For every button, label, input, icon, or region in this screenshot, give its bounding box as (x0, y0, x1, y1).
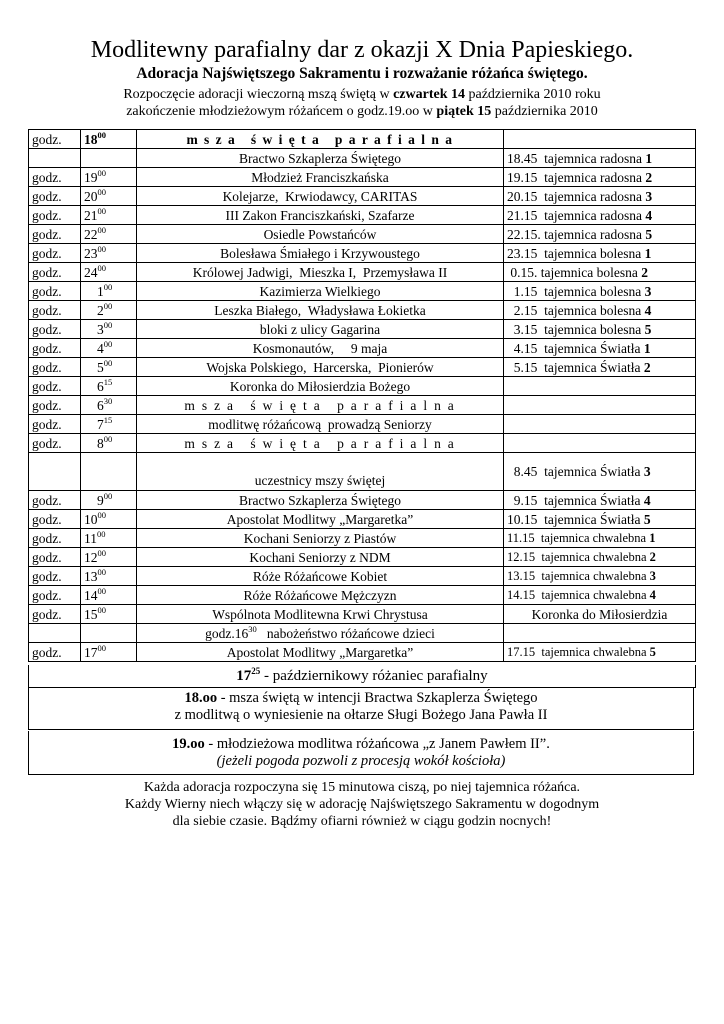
table-row (29, 434, 696, 453)
mystery-number: 2 (645, 169, 653, 185)
minute-value: 00 (97, 604, 106, 615)
godz-cell: godz. (29, 358, 81, 377)
hour-value: 6 (97, 397, 104, 413)
hour-cell (81, 130, 137, 149)
hour-value: 22 (84, 226, 98, 242)
godz-cell: godz. (29, 130, 81, 149)
minute-value: 00 (97, 566, 106, 577)
table-row (29, 377, 696, 396)
group-text: uczestnicy mszy świętej (254, 473, 386, 488)
mystery-text: 12.15 tajemnica chwalebna (507, 549, 650, 564)
group-text: Królowej Jadwigi, Mieszka I, Przemysława II (192, 264, 448, 280)
group-text: modlitwę różańcową prowadzą Seniorzy (208, 416, 432, 432)
hour-cell (81, 206, 137, 225)
group-text: Apostolat Modlitwy „Margaretka” (226, 511, 414, 527)
hour-value: 1 (97, 283, 104, 299)
group-cell (137, 510, 504, 529)
minute-value: 00 (103, 357, 113, 368)
mystery-number: 5 (643, 511, 651, 527)
intro-text (0, 86, 724, 120)
group-cell (137, 282, 504, 301)
mystery-text: 3.15 tajemnica bolesna (507, 321, 645, 337)
intro-line-2-part-c: października 2010 (491, 104, 598, 119)
mystery-cell (504, 263, 696, 282)
godz-cell: godz. (29, 510, 81, 529)
group-text: Leszka Białego, Władysława Łokietka (214, 302, 426, 318)
mystery-number: 1 (649, 530, 656, 545)
godz-cell: godz. (29, 415, 81, 434)
box-mass (28, 688, 694, 730)
intro-line-1 (0, 86, 724, 103)
box-youth (28, 731, 694, 775)
hour-value: 4 (97, 340, 104, 356)
group-text: m s z a ś w i ę t a p a r a f i a l n a (184, 435, 456, 451)
minute-value: 00 (97, 167, 106, 178)
footer-line-1: Każda adoracja rozpoczyna się 15 minutowa ciszą, po niej tajemnica różańca. (143, 780, 581, 795)
group-cell (137, 301, 504, 320)
hour-value: 10 (84, 511, 98, 527)
mystery-number: 3 (645, 188, 653, 204)
hour-cell (81, 149, 137, 168)
group-cell (137, 225, 504, 244)
page-subtitle: Adoracja Najświętszego Sakramentu i rozważanie różańca świętego. (136, 65, 588, 82)
hour-value: 12 (84, 549, 98, 565)
table-row (29, 586, 696, 605)
minute-value: 15 (103, 376, 113, 387)
mystery-cell (504, 187, 696, 206)
table-row (29, 415, 696, 434)
table-row (29, 206, 696, 225)
intro-start-day: czwartek 14 (393, 87, 465, 102)
table-row (29, 643, 696, 662)
group-cell (137, 377, 504, 396)
table-row (29, 320, 696, 339)
minute-value: 00 (97, 509, 106, 520)
group-text: m s z a ś w i ę t a p a r a f i a l n a (184, 397, 456, 413)
mystery-cell (504, 643, 696, 662)
hour-value: 20 (84, 188, 98, 204)
mystery-text: 1.15 tajemnica bolesna (507, 283, 645, 299)
group-cell (137, 453, 504, 491)
minute-value: 00 (103, 281, 113, 292)
mystery-cell (504, 624, 696, 643)
group-cell (137, 358, 504, 377)
group-cell (137, 624, 504, 643)
mystery-number: 4 (649, 587, 656, 602)
hour-value: 3 (97, 321, 104, 337)
minute-value: 00 (97, 243, 106, 254)
minute-value: 00 (97, 205, 106, 216)
hour-cell (81, 263, 137, 282)
footer-line-2: Każdy Wierny niech włączy się w adorację Najświętszego Sakramentu w dogodnym (124, 797, 600, 812)
minute-value: 00 (97, 528, 106, 539)
table-row (29, 358, 696, 377)
mystery-cell (504, 168, 696, 187)
group-text: nabożeństwo różańcowe dzieci (256, 625, 435, 641)
table-row (29, 282, 696, 301)
godz-cell: godz. (29, 529, 81, 548)
group-cell (137, 320, 504, 339)
intro-line-1-part-c: października 2010 roku (465, 87, 601, 102)
mystery-text: 14.15 tajemnica chwalebna (507, 587, 650, 602)
mystery-cell (504, 396, 696, 415)
table-row (29, 605, 696, 624)
godz-cell: godz. (29, 396, 81, 415)
group-text: Bolesława Śmiałego i Krzywoustego (220, 245, 420, 261)
group-text: Róże Różańcowe Kobiet (252, 568, 388, 584)
hour-value: 17 (84, 644, 98, 660)
mystery-number: 1 (643, 340, 651, 356)
mystery-text: 22.15. tajemnica radosna (507, 226, 646, 242)
hour-cell (81, 282, 137, 301)
mystery-cell (504, 339, 696, 358)
hour-cell (81, 168, 137, 187)
hour-cell (81, 643, 137, 662)
box-mass-line-1 (29, 690, 693, 707)
hour-cell (81, 396, 137, 415)
minute-value: 00 (103, 490, 113, 501)
table-row (29, 225, 696, 244)
hour-value: 18 (84, 131, 98, 147)
mystery-number: 4 (644, 302, 652, 318)
mystery-text: 19.15 tajemnica radosna (507, 169, 646, 185)
group-cell (137, 187, 504, 206)
mystery-text: 23.15 tajemnica bolesna (507, 245, 645, 261)
minute-value: 30 (103, 395, 113, 406)
mystery-number: 3 (644, 283, 652, 299)
godz-cell: godz. (29, 168, 81, 187)
mystery-cell (504, 130, 696, 149)
footer-line-3: dla siebie czasie. Bądźmy ofiarni również w ciągu godzin nocnych! (172, 814, 552, 829)
intro-line-2-part-a: zakończenie młodzieżowym różańcem o godz.19.oo w (126, 104, 437, 119)
mystery-text: 8.45 tajemnica Światła (507, 464, 644, 479)
godz-cell: godz. (29, 282, 81, 301)
mystery-cell (504, 586, 696, 605)
hour-cell (81, 320, 137, 339)
group-text: Kosmonautów, 9 maja (252, 340, 388, 356)
hour-value: 11 (84, 530, 97, 546)
group-cell (137, 548, 504, 567)
godz-cell: godz. (29, 206, 81, 225)
group-text: Róże Różańcowe Mężczyzn (243, 587, 397, 603)
hour-value: 15 (84, 606, 98, 622)
table-row (29, 244, 696, 263)
godz-cell (29, 624, 81, 643)
hour-cell (81, 567, 137, 586)
group-cell (137, 567, 504, 586)
table-row (29, 567, 696, 586)
group-cell (137, 206, 504, 225)
hour-value: 19 (84, 169, 98, 185)
godz-cell: godz. (29, 548, 81, 567)
box-rosary-text: - październikowy różaniec parafialny (260, 668, 488, 684)
hour-cell (81, 605, 137, 624)
mystery-cell (504, 206, 696, 225)
box-youth-line-1 (29, 736, 693, 753)
intro-line-1-part-a: Rozpoczęcie adoracji wieczorną mszą świętą w (123, 87, 394, 102)
godz-cell: godz. (29, 434, 81, 453)
group-text: Kolejarze, Krwiodawcy, CARITAS (222, 188, 418, 204)
box-rosary (28, 665, 696, 688)
hour-cell (81, 453, 137, 491)
group-text: Kazimierza Wielkiego (259, 283, 381, 299)
group-text: Osiedle Powstańców (263, 226, 377, 242)
godz-cell: godz. (29, 225, 81, 244)
godz-cell: godz. (29, 301, 81, 320)
godz-cell: godz. (29, 244, 81, 263)
hour-value: 2 (97, 302, 104, 318)
minute-value: 00 (103, 338, 113, 349)
mystery-cell (504, 225, 696, 244)
hour-cell (81, 434, 137, 453)
table-row (29, 396, 696, 415)
hour-value: 8 (97, 435, 104, 451)
footer-text (0, 779, 724, 830)
hour-cell (81, 244, 137, 263)
group-text: bloki z ulicy Gagarina (259, 321, 381, 337)
group-text: Koronka do Miłosierdzia Bożego (229, 378, 411, 394)
table-row (29, 491, 696, 510)
godz-cell (29, 453, 81, 491)
group-cell (137, 434, 504, 453)
godz-cell: godz. (29, 605, 81, 624)
box-rosary-time: $17^{25}$ (236, 666, 261, 684)
hour-cell (81, 548, 137, 567)
minute-value: 00 (97, 262, 106, 273)
mystery-cell (504, 282, 696, 301)
mystery-cell (504, 529, 696, 548)
hour-value: 23 (84, 245, 98, 261)
godz-cell: godz. (29, 320, 81, 339)
table-row (29, 529, 696, 548)
group-time-prefix: godz.16 (205, 625, 249, 641)
table-row (29, 130, 696, 149)
mystery-cell (504, 510, 696, 529)
group-cell (137, 643, 504, 662)
hour-value: 6 (97, 378, 104, 394)
intro-line-2 (0, 103, 724, 120)
mystery-number: 3 (649, 568, 656, 583)
group-text: Wspólnota Modlitewna Krwi Chrystusa (212, 606, 428, 622)
group-text: Kochani Seniorzy z Piastów (243, 530, 397, 546)
mystery-number: 3 (643, 464, 651, 479)
mystery-cell (504, 358, 696, 377)
mystery-number: 5 (644, 321, 652, 337)
mystery-text: 4.15 tajemnica Światła (507, 340, 644, 356)
box-mass-time: 18.oo (184, 690, 218, 706)
group-text: Bractwo Szkaplerza Świętego (239, 150, 401, 166)
mystery-text: 0.15. tajemnica bolesna (507, 264, 642, 280)
group-cell (137, 149, 504, 168)
hour-value: 5 (97, 359, 104, 375)
table-row (29, 301, 696, 320)
godz-cell: godz. (29, 377, 81, 396)
minute-value: 00 (103, 319, 113, 330)
mystery-cell (504, 434, 696, 453)
hour-cell (81, 301, 137, 320)
mystery-number: 4 (643, 492, 651, 508)
table-row (29, 168, 696, 187)
hour-cell (81, 377, 137, 396)
minute-value: 00 (97, 547, 106, 558)
hour-cell (81, 586, 137, 605)
group-text: Bractwo Szkaplerza Świętego (239, 492, 401, 508)
hour-cell (81, 225, 137, 244)
group-text: Kochani Seniorzy z NDM (249, 549, 391, 565)
mystery-number: 2 (649, 549, 656, 564)
table-row (29, 453, 696, 491)
hour-value: 21 (84, 207, 98, 223)
group-cell (137, 263, 504, 282)
mystery-text: 9.15 tajemnica Światła (507, 492, 644, 508)
hour-value: 13 (84, 568, 98, 584)
minute-value: 00 (103, 433, 113, 444)
mystery-text: Koronka do Miłosierdzia (531, 606, 668, 622)
godz-cell: godz. (29, 263, 81, 282)
box-youth-time: 19.oo (172, 736, 205, 752)
hour-cell (81, 358, 137, 377)
group-cell (137, 529, 504, 548)
mystery-text: 20.15 tajemnica radosna (507, 188, 646, 204)
mystery-text: 11.15 tajemnica chwalebna (507, 530, 650, 545)
mystery-cell (504, 415, 696, 434)
godz-cell (29, 149, 81, 168)
mystery-number: 1 (645, 150, 653, 166)
mystery-text: 17.15 tajemnica chwalebna (507, 644, 650, 659)
minute-value: 00 (97, 224, 106, 235)
hour-cell (81, 415, 137, 434)
godz-cell: godz. (29, 643, 81, 662)
mystery-text: 10.15 tajemnica Światła (507, 511, 644, 527)
hour-value: 24 (84, 264, 98, 280)
hour-value: 9 (97, 492, 104, 508)
box-mass-line-2: z modlitwą o wyniesienie na ołtarze Sługi Bożego Jana Pawła II (174, 707, 548, 723)
hour-cell (81, 491, 137, 510)
hour-cell (81, 339, 137, 358)
hour-value: 14 (84, 587, 98, 603)
hour-cell (81, 624, 137, 643)
mystery-cell (504, 320, 696, 339)
mystery-number: 2 (641, 264, 648, 280)
mystery-cell (504, 244, 696, 263)
minute-value: 15 (103, 414, 113, 425)
group-cell (137, 491, 504, 510)
mystery-cell (504, 377, 696, 396)
table-row (29, 149, 696, 168)
group-cell (137, 168, 504, 187)
hour-cell (81, 187, 137, 206)
mystery-text: 18.45 tajemnica radosna (507, 150, 646, 166)
minute-value: 00 (97, 186, 106, 197)
mystery-number: 1 (644, 245, 652, 261)
godz-cell: godz. (29, 586, 81, 605)
minute-value: 00 (97, 585, 106, 596)
mystery-cell (504, 548, 696, 567)
minute-value: 00 (97, 642, 106, 653)
group-text: III Zakon Franciszkański, Szafarze (225, 207, 415, 223)
mystery-cell (504, 567, 696, 586)
group-cell (137, 396, 504, 415)
godz-cell: godz. (29, 339, 81, 358)
mystery-cell (504, 301, 696, 320)
table-row (29, 339, 696, 358)
table-row (29, 548, 696, 567)
minute-value: 00 (103, 300, 113, 311)
box-youth-text: - młodzieżowa modlitwa różańcowa „z Janem Pawłem II”. (204, 736, 550, 752)
table-row (29, 263, 696, 282)
godz-cell: godz. (29, 567, 81, 586)
mystery-text: 5.15 tajemnica Światła (507, 359, 644, 375)
mystery-text: 2.15 tajemnica bolesna (507, 302, 645, 318)
table-row (29, 187, 696, 206)
hour-cell (81, 529, 137, 548)
table-row (29, 624, 696, 643)
mystery-number: 2 (643, 359, 651, 375)
hour-value: 7 (97, 416, 104, 432)
mystery-number: 5 (649, 644, 656, 659)
group-cell (137, 415, 504, 434)
group-cell (137, 605, 504, 624)
group-text: Apostolat Modlitwy „Margaretka” (226, 644, 414, 660)
mystery-cell (504, 491, 696, 510)
mystery-number: 4 (645, 207, 653, 223)
godz-cell: godz. (29, 491, 81, 510)
group-text: Młodzież Franciszkańska (251, 169, 389, 185)
mystery-text: 13.15 tajemnica chwalebna (507, 568, 650, 583)
group-cell (137, 339, 504, 358)
godz-cell: godz. (29, 187, 81, 206)
group-text: m s z a ś w i ę t a p a r a f i a l n a (186, 131, 454, 147)
mystery-cell (504, 605, 696, 624)
group-cell (137, 244, 504, 263)
minute-value: 00 (97, 129, 106, 140)
page-title: Modlitewny parafialny dar z okazji X Dnia Papieskiego. (90, 37, 634, 63)
hour-cell (81, 510, 137, 529)
mystery-text: 21.15 tajemnica radosna (507, 207, 646, 223)
box-youth-line-2: (jeżeli pogoda pozwoli z procesją wokół kościoła) (216, 753, 506, 769)
box-mass-text: - msza świętą w intencji Bractwa Szkaplerza Świętego (217, 690, 538, 706)
intro-end-day: piątek 15 (436, 104, 492, 119)
schedule-table (28, 129, 696, 662)
group-time-minutes: 30 (248, 623, 257, 634)
mystery-number: 5 (645, 226, 653, 242)
mystery-cell (504, 453, 696, 491)
table-row (29, 510, 696, 529)
mystery-cell (504, 149, 696, 168)
group-text: Wojska Polskiego, Harcerska, Pionierów (206, 359, 434, 375)
group-cell (137, 586, 504, 605)
group-cell (137, 130, 504, 149)
